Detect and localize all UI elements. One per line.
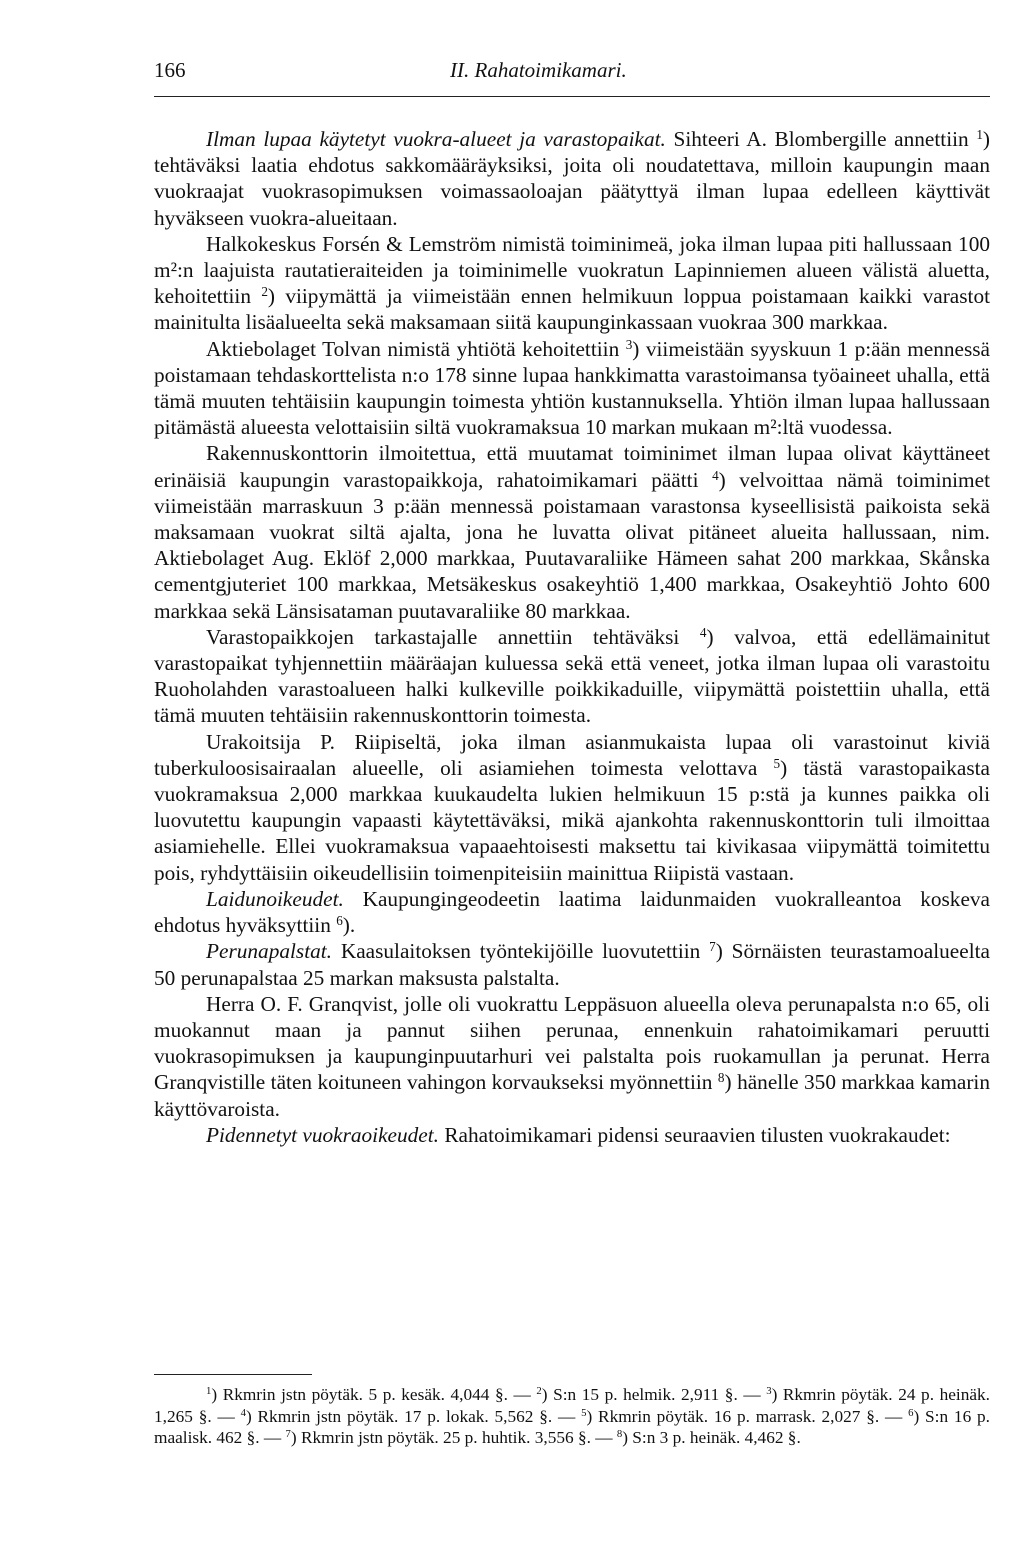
- footnote-marker: 4: [240, 1406, 246, 1419]
- footnote-text: ) Rkmrin jstn pöytäk. 25 p. huhtik. 3,556 §. —: [290, 1428, 617, 1447]
- footnote-text: ) Rkmrin pöytäk. 16 p. marrask. 2,027 §. —: [586, 1406, 909, 1426]
- footnote-marker: 3: [766, 1385, 772, 1398]
- footnote-ref: 8: [717, 1070, 725, 1086]
- paragraph: Perunapalstat. Kaasulaitoksen työntekijöille luovutettiin $^7$) Sörnäisten teurastamoalueelta 50 perunapalstaa 25 markan maksusta palstalta.: [154, 939, 991, 990]
- footnote-marker: 1: [206, 1385, 212, 1398]
- footnote-ref: 4: [699, 624, 707, 640]
- footnotes: [154, 1384, 990, 1449]
- footnote-marker: 6: [908, 1406, 914, 1419]
- paragraph: Laidunoikeudet. Kaupungingeodeetin laatima laidunmaiden vuokralleantoa koskeva ehdotus hyväksyttiin $^6$).: [154, 886, 990, 938]
- paragraph: Varastopaikkojen tarkastajalle annettiin tehtäväksi $^4$) valvoa, että edellämainitut varastopaikat tyhjennettiin määräajan kuluessa sekä että veneet, jotka ilman lupaa oli varastoitu Ruoholahden varastoalueen halki kulkeville poikkikaduille, viipymättä poistettiin uhalla, että tämä muuten tehtäisiin rakennuskonttorin toimesta.: [154, 624, 991, 728]
- section-heading: Ilman lupaa käytetyt vuokra-alueet ja varastopaikat.: [206, 127, 666, 151]
- paragraph: Aktiebolaget Tolvan nimistä yhtiötä kehoitettiin $^3$) viimeistään syyskuun 1 p:ään mennessä poistamaan tehdaskorttelista n:o 178 sinne lupaa hankkimatta varastoimansa työaineet uhalla, että tämä muuten tehtäisiin kaupungin toimesta yhtiön kustannuksella. Yhtiön ilman lupaa hallussaan pitämästä alueesta velottaisiin siltä vuokramaksua 10 markan mukaan m²:ltä vuodessa.: [154, 336, 990, 440]
- footnote-rule: [154, 1374, 312, 1375]
- paragraph: Urakoitsija P. Riipiseltä, joka ilman asianmukaista lupaa oli varastoinut kiviä tuberkuloosisairaalan alueelle, oli asiamiehen toimesta velottava $^5$) tästä varastopaikasta vuokramaksua 2,000 markkaa kuukaudelta lukien helmikuun 15 p:stä ja kunnes paikka oli luovutettu kaupungin vapaasti käytettäväksi, mikä ajankohta rakennuskonttorin tuli ilmoittaa asiamiehelle. Ellei vuokramaksua vapaaehtoisesti maksettu tai kivikasaa viipymättä toimitettu pois, ryhdyttäisiin oikeudellisiin toimenpiteisiin mainittua Riipistä vastaan.: [154, 729, 990, 885]
- footnote-ref: 3: [625, 336, 633, 352]
- footnote-text: ) S:n 16 p. maalisk. 462 §. —: [154, 1406, 990, 1447]
- running-title: II. Rahatoimikamari.: [450, 58, 627, 82]
- footnote-ref: 6: [336, 912, 343, 928]
- footnote-ref: 1: [976, 126, 983, 142]
- footnote-marker: 7: [285, 1428, 291, 1441]
- footnote-ref: 4: [712, 467, 719, 483]
- section-heading: Laidunoikeudet.: [206, 886, 344, 911]
- footnote-marker: 2: [536, 1385, 542, 1398]
- header-rule: [154, 96, 990, 97]
- paragraph: Herra O. F. Granqvist, jolle oli vuokrattu Leppäsuon alueella oleva perunapalsta n:o 65, oli muokannut maan ja pannut siihen perunaa, ennenkuin rahatoimikamari peruutti vuokrasopimuksen ja kaupunginpuutarhuri vei palstalta pois ruokamullan ja perunat. Herra Granqvistille täten koituneen vahingon korvaukseksi myönnettiin $^8$) hänelle 350 markkaa kamarin käyttövaroista.: [154, 991, 990, 1121]
- footnote-text: ) Rkmrin jstn pöytäk. 17 p. lokak. 5,562 §. —: [245, 1406, 582, 1426]
- section-heading: Perunapalstat.: [206, 939, 333, 964]
- section-heading: Pidennetyt vuokraoikeudet.: [206, 1122, 439, 1147]
- footnote-marker: 5: [581, 1406, 587, 1419]
- paragraph: Ilman lupaa käytetyt vuokra-alueet ja varastopaikat. Sihteeri A. Blombergille annettiin $^1$) tehtäväksi laatia ehdotus sakkomääräyksiksi, joita oli noudatettava, milloin kaupungin maan vuokraajat vuokrasopimuksen voimassaoloajan päätyttyä ilman lupaa edelleen käyttivät hyväkseen vuokra-alueitaan.: [154, 126, 990, 230]
- page-number: 166: [154, 58, 186, 82]
- footnote-ref: 2: [261, 283, 268, 299]
- paragraph: Halkokeskus Forsén & Lemström nimistä toiminimeä, joka ilman lupaa piti hallussaan 100 m²:n laajuista rautatieraiteiden ja toiminimelle vuokratun Lapinniemen alueen välistä aluetta, kehoitettiin $^2$) viipymättä ja viimeistään ennen helmikuun loppua poistamaan kaikki varastot mainitulta lisäalueelta sekä maksamaan siitä kaupunginkassaan vuokraa 300 markkaa.: [154, 231, 991, 335]
- footnote-text: ) Rkmrin jstn pöytäk. 5 p. kesäk. 4,044 §. —: [211, 1385, 537, 1404]
- footnote-block: [154, 1384, 990, 1449]
- footnote-text: ) S:n 3 p. heinäk. 4,462 §.: [622, 1428, 801, 1447]
- body-text: [154, 126, 990, 1148]
- document-page: [154, 58, 991, 1447]
- paragraph: Rakennuskonttorin ilmoitettua, että muutamat toiminimet ilman lupaa olivat käyttäneet erinäisiä kaupungin varastopaikkoja, rahatoimikamari päätti $^4$) velvoittaa nämä toiminimet viimeistään marraskuun 3 p:ään mennessä poistamaan varastonsa kyseellisistä paikoista sekä maksamaan vuokrat siltä ajalta, jona he luvatta olivat pitäneet alueita hallussaan, nim. Aktiebolaget Aug. Eklöf 2,000 markkaa, Puutavaraliike Hämeen sahat 200 markkaa, Skånska cementgjuteriet 100 markkaa, Metsäkeskus osakeyhtiö 1,400 markkaa, Osakeyhtiö Johto 600 markkaa sekä Länsisataman puutavaraliike 80 markkaa.: [154, 441, 990, 623]
- footnote-text: ) Rkmrin pöytäk. 24 p. heinäk. 1,265 §. —: [154, 1385, 990, 1426]
- footnote-text: ) S:n 15 p. helmik. 2,911 §. —: [541, 1385, 767, 1404]
- footnote-marker: 8: [616, 1428, 623, 1441]
- footnote-ref: 7: [709, 939, 716, 955]
- paragraph: Pidennetyt vuokraoikeudet. Rahatoimikamari pidensi seuraavien tilusten vuokrakaudet:: [206, 1122, 951, 1147]
- footnote-ref: 5: [773, 755, 781, 771]
- page-header: [154, 58, 990, 94]
